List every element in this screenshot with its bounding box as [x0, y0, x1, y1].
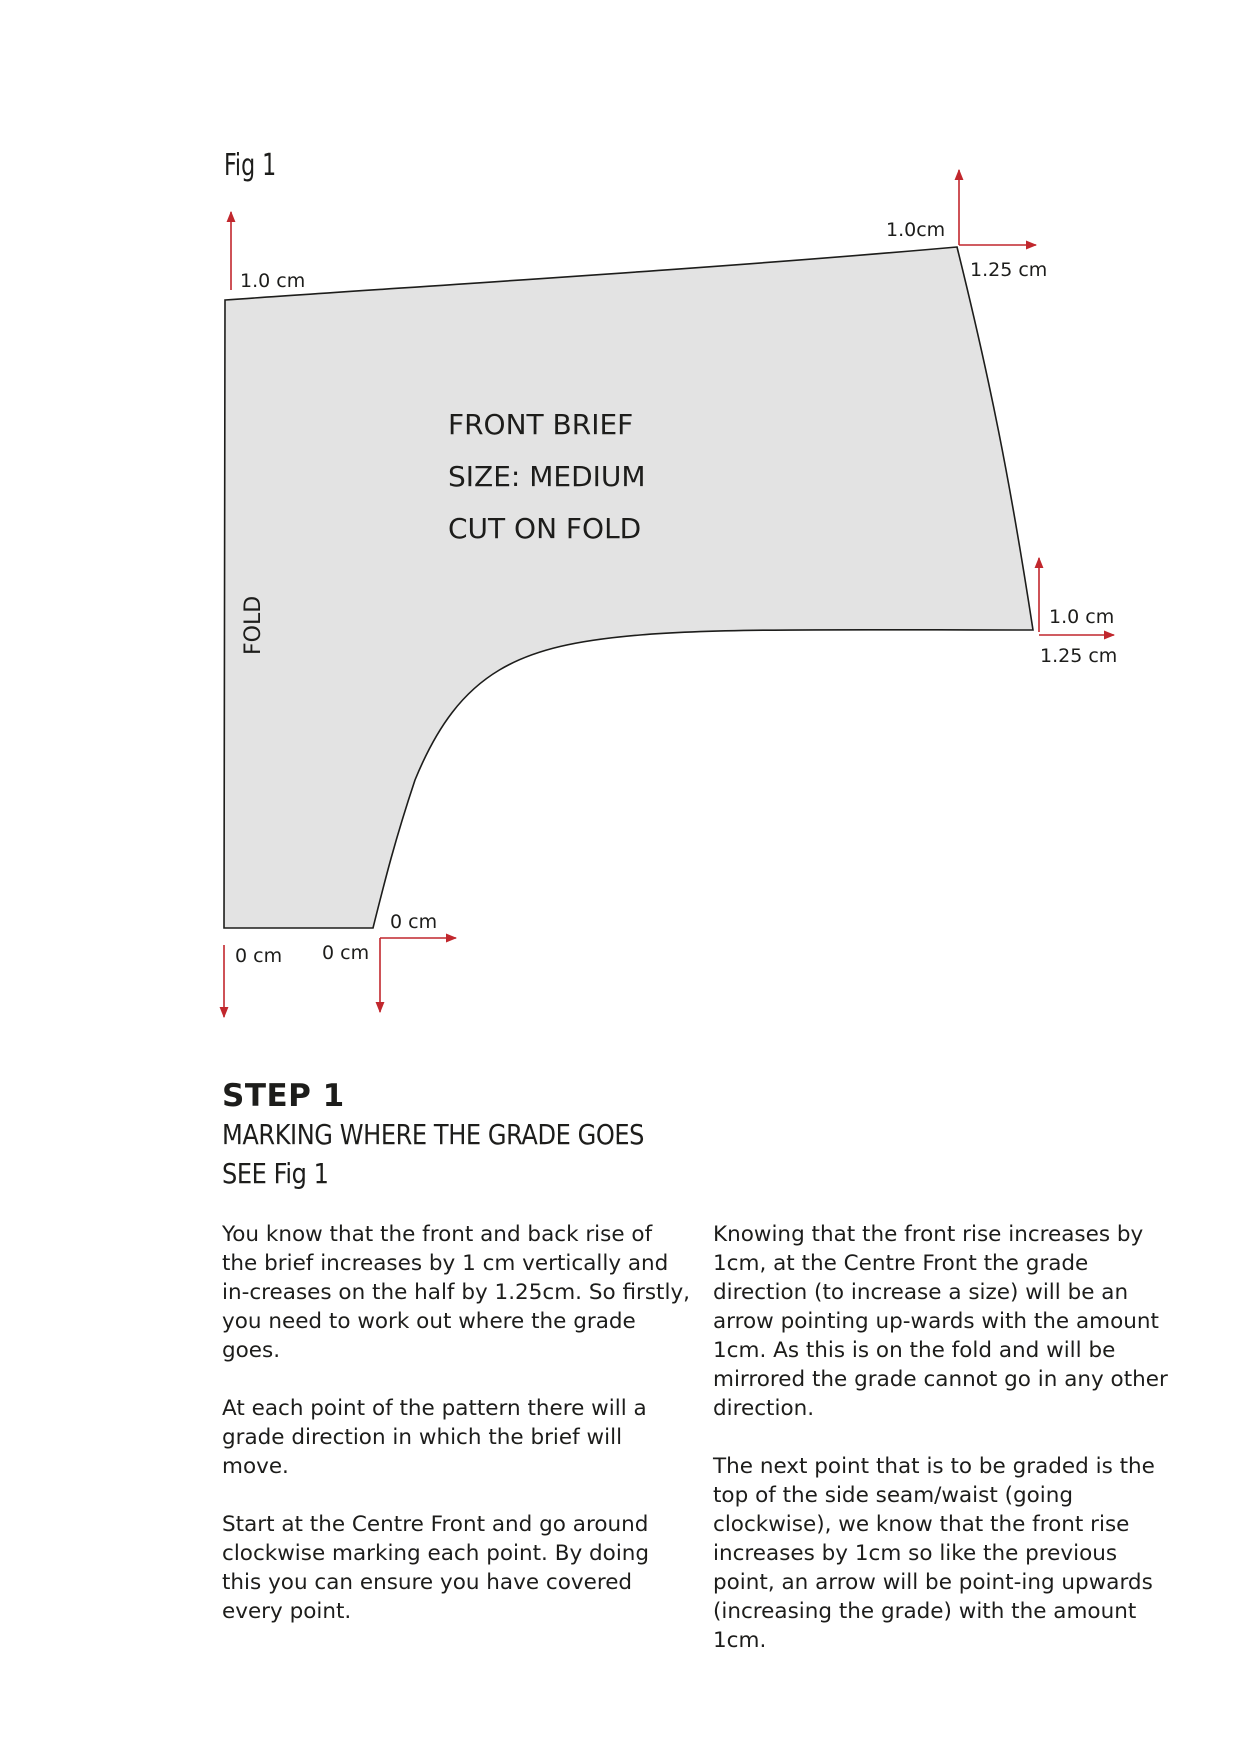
top-right-vertical-measure: 1.0cm — [886, 219, 946, 241]
brief-pattern-piece — [224, 247, 1033, 928]
top-right-horizontal-measure: 1.25 cm — [970, 259, 1048, 281]
side-vertical-measure: 1.0 cm — [1049, 606, 1115, 628]
paragraph: The next point that is to be graded is the top of the side seam/waist (going clockwise), we know that the front rise increases by 1cm so like the previous point, an arrow will be point-ing upwards (increasing the grade) with the amount 1cm. — [713, 1454, 1155, 1653]
paragraph: You know that the front and back rise of the brief increases by 1 cm vertically and in-creases on the half by 1.25cm. So firstly, you need to work out where the grade goes. — [222, 1222, 691, 1363]
step-title: STEP 1 — [222, 1078, 345, 1114]
fold-label: FOLD — [241, 595, 266, 655]
right-text-column — [713, 1220, 1183, 1684]
left-text-column — [222, 1220, 692, 1655]
side-horizontal-measure: 1.25 cm — [1040, 645, 1118, 667]
bottom-left-vertical-measure: 0 cm — [235, 945, 283, 967]
top-left-vertical-measure: 1.0 cm — [240, 270, 306, 292]
pattern-title: FRONT BRIEF — [448, 408, 634, 441]
crotch-horizontal-measure: 0 cm — [390, 911, 438, 933]
paragraph: Knowing that the front rise increases by 1cm, at the Centre Front the grade direction (to increase a size) will be an arrow pointing up-wards with the amount 1cm. As this is on the fold and will be mirrored the grade cannot go in any other direction. — [713, 1222, 1168, 1421]
pattern-size: SIZE: MEDIUM — [448, 460, 646, 493]
pattern-cut-note: CUT ON FOLD — [448, 512, 642, 545]
step-subtitle: MARKING WHERE THE GRADE GOES — [222, 1118, 644, 1151]
figure-reference: SEE Fig 1 — [222, 1157, 329, 1190]
figure-label: Fig 1 — [224, 148, 277, 183]
paragraph: Start at the Centre Front and go around clockwise marking each point. By doing this you can ensure you have covered every point. — [222, 1512, 650, 1624]
crotch-vertical-measure: 0 cm — [322, 942, 370, 964]
paragraph: At each point of the pattern there will a grade direction in which the brief will move. — [222, 1396, 647, 1479]
